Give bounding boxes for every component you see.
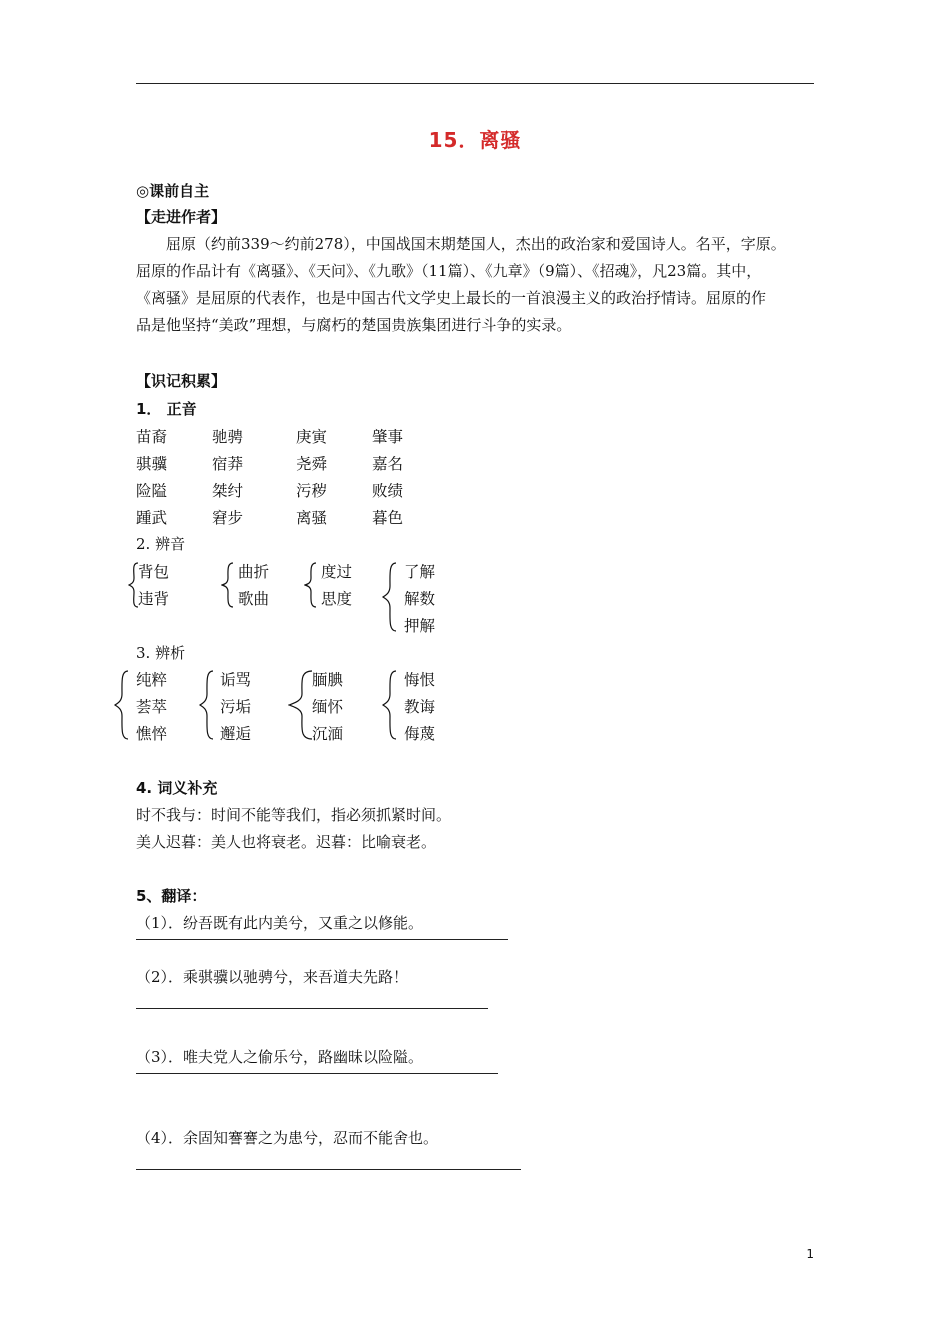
translation-item: （2）．乘骐骥以驰骋兮，来吾道夫先路！ [136,968,409,986]
s3-word: 腼腆 [312,671,344,689]
author-line: 品是他坚持“美政”理想，与腐朽的楚国贵族集团进行斗争的实录。 [136,316,572,334]
brace-icon [304,562,318,608]
author-line: 《离骚》是屈原的代表作，也是中国古代文学史上最长的一首浪漫主义的政治抒情诗。屈原的作 [136,289,767,307]
s1-word: 踵武 [136,509,168,527]
s3-word: 憔悴 [136,725,168,743]
s3-word: 纯粹 [136,671,168,689]
s1-word: 宿莽 [212,455,244,473]
translation-item: （3）．唯夫党人之偷乐兮，路幽昧以险隘。 [136,1048,424,1066]
section-4-heading: 4. 词义补充 [136,779,218,797]
s2-word: 歌曲 [238,590,270,608]
s2-word: 曲折 [238,563,270,581]
answer-line[interactable] [136,1008,488,1009]
s2-word: 背包 [138,563,170,581]
s1-word: 尧舜 [296,455,328,473]
s3-word: 邂逅 [220,725,252,743]
brace-icon [382,562,398,632]
s2-word: 了解 [404,563,436,581]
definition-line: 时不我与：时间不能等我们，指必须抓紧时间。 [136,806,452,824]
answer-line[interactable] [136,1169,521,1170]
answer-line[interactable] [136,939,508,940]
s3-word: 悔恨 [404,671,436,689]
s1-word: 离骚 [296,509,328,527]
s3-word: 侮蔑 [404,725,436,743]
s1-word: 苗裔 [136,428,168,446]
author-line: 屈原（约前339～约前278），中国战国末期楚国人，杰出的政治家和爱国诗人。名平，字原。 [166,235,786,253]
author-heading: 【走进作者】 [136,208,227,226]
author-line: 屈原的作品计有《离骚》、《天问》、《九歌》（11篇）、《九章》（9篇）、《招魂》，凡23篇。其中， [136,262,762,280]
translation-item: （1）．纷吾既有此内美兮，又重之以修能。 [136,914,424,932]
translation-item: （4）．余固知謇謇之为患兮，忍而不能舍也。 [136,1129,439,1147]
page-title: 15．离骚 [428,128,522,152]
s1-word: 险隘 [136,482,168,500]
s1-word: 窘步 [212,509,244,527]
brace-icon [382,670,398,740]
s2-word: 违背 [138,590,170,608]
brace-icon [221,562,235,608]
author-paragraph [136,231,816,339]
definition-line: 美人迟暮：美人也将衰老。迟暮：比喻衰老。 [136,833,437,851]
s2-word: 思度 [321,590,353,608]
s1-word: 暮色 [372,509,404,527]
accum-heading: 【识记积累】 [136,372,227,390]
s1-word: 庚寅 [296,428,328,446]
section-3-heading: 3. 辨析 [136,644,186,662]
header-rule [136,83,814,84]
section-pre-heading: ◎课前自主 [136,182,210,200]
s2-word: 押解 [404,617,436,635]
s2-word: 度过 [321,563,353,581]
s1-word: 肇事 [372,428,404,446]
page-number: 1 [806,1247,814,1261]
brace-icon [114,670,130,740]
s3-word: 荟萃 [136,698,168,716]
s3-word: 教诲 [404,698,436,716]
brace-icon [199,670,215,740]
s1-word: 驰骋 [212,428,244,446]
answer-line[interactable] [136,1073,498,1074]
s1-word: 嘉名 [372,455,404,473]
section-5-heading: 5、翻译： [136,887,207,905]
s1-word: 桀纣 [212,482,244,500]
s3-word: 沉湎 [312,725,344,743]
section-1-heading: 1． 正音 [136,400,197,418]
s3-word: 污垢 [220,698,252,716]
s3-word: 缅怀 [312,698,344,716]
section-2-heading: 2. 辨音 [136,535,186,553]
s1-word: 骐骥 [136,455,168,473]
s3-word: 诟骂 [220,671,252,689]
s2-word: 解数 [404,590,436,608]
s1-word: 败绩 [372,482,404,500]
s1-word: 污秽 [296,482,328,500]
brace-icon [288,670,314,740]
